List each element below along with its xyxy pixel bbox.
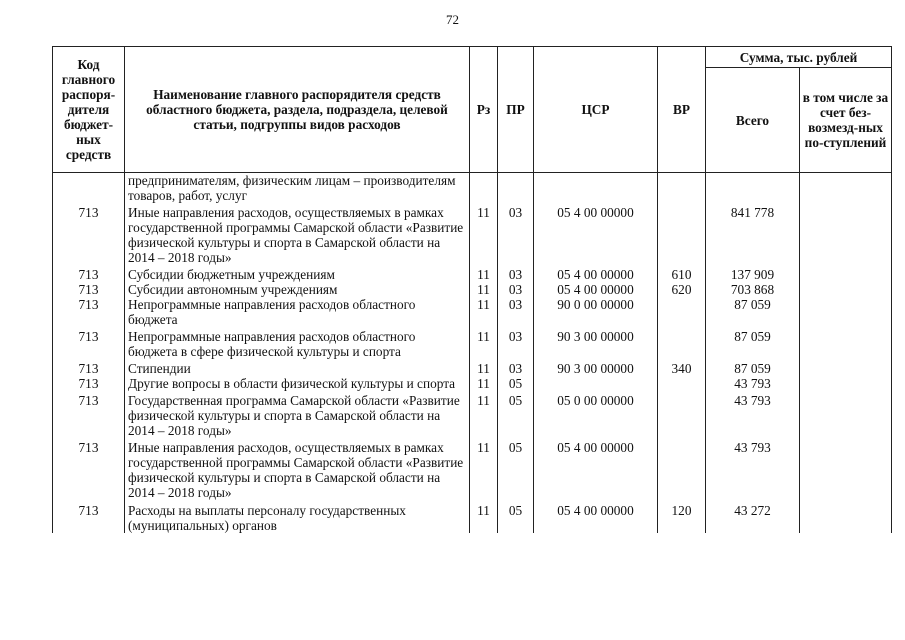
cell-code: 713 (53, 329, 125, 361)
table-row (53, 329, 892, 361)
header-code: Код главного распоря-дителя бюджет-ных средств (53, 47, 125, 173)
cell-free (800, 329, 892, 361)
cell-rz (470, 173, 498, 206)
cell-rz: 11 (470, 376, 498, 393)
cell-vr: 120 (658, 503, 706, 533)
header-vr: ВР (658, 47, 706, 173)
cell-total: 87 059 (706, 297, 800, 329)
cell-total (706, 173, 800, 206)
table-row (53, 393, 892, 440)
cell-vr (658, 173, 706, 206)
cell-rz: 11 (470, 282, 498, 297)
cell-csr: 90 3 00 00000 (534, 329, 658, 361)
cell-csr: 05 0 00 00000 (534, 393, 658, 440)
table-row (53, 205, 892, 267)
table-row (53, 361, 892, 376)
cell-rz: 11 (470, 205, 498, 267)
cell-free (800, 440, 892, 503)
cell-free (800, 393, 892, 440)
cell-pr: 05 (498, 393, 534, 440)
cell-rz: 11 (470, 393, 498, 440)
cell-vr (658, 297, 706, 329)
cell-total: 43 272 (706, 503, 800, 533)
cell-code: 713 (53, 297, 125, 329)
cell-total: 43 793 (706, 376, 800, 393)
cell-vr (658, 376, 706, 393)
cell-code: 713 (53, 205, 125, 267)
cell-vr (658, 205, 706, 267)
cell-code: 713 (53, 267, 125, 282)
cell-name: предпринимателям, физическим лицам – производителям товаров, работ, услуг (125, 173, 470, 206)
cell-free (800, 267, 892, 282)
cell-csr: 90 0 00 00000 (534, 297, 658, 329)
header-free: в том числе за счет без-возмезд-ных по-ступлений (800, 68, 892, 173)
cell-code: 713 (53, 440, 125, 503)
cell-pr: 05 (498, 503, 534, 533)
cell-pr: 05 (498, 376, 534, 393)
cell-total: 43 793 (706, 393, 800, 440)
page-number: 72 (446, 12, 459, 27)
cell-rz: 11 (470, 361, 498, 376)
cell-total: 703 868 (706, 282, 800, 297)
header-sum: Сумма, тыс. рублей (706, 47, 892, 68)
cell-name: Непрограммные направления расходов областного бюджета в сфере физической культуры и спорта (125, 329, 470, 361)
cell-pr: 03 (498, 282, 534, 297)
cell-code: 713 (53, 361, 125, 376)
cell-total: 137 909 (706, 267, 800, 282)
header-rz: Рз (470, 47, 498, 173)
cell-name: Расходы на выплаты персоналу государственных (муниципальных) органов (125, 503, 470, 533)
cell-csr (534, 173, 658, 206)
cell-vr: 620 (658, 282, 706, 297)
cell-total: 87 059 (706, 329, 800, 361)
cell-free (800, 297, 892, 329)
cell-total: 87 059 (706, 361, 800, 376)
cell-total: 43 793 (706, 440, 800, 503)
table-row (53, 282, 892, 297)
header-pr: ПР (498, 47, 534, 173)
cell-name: Непрограммные направления расходов областного бюджета (125, 297, 470, 329)
cell-pr: 03 (498, 267, 534, 282)
cell-vr: 340 (658, 361, 706, 376)
cell-code: 713 (53, 503, 125, 533)
cell-rz: 11 (470, 503, 498, 533)
cell-pr: 03 (498, 297, 534, 329)
cell-name: Иные направления расходов, осуществляемых в рамках государственной программы Самарской области «Развитие физической культуры и спорта в Самарской области на 2014 – 2018 годы» (125, 205, 470, 267)
cell-code: 713 (53, 282, 125, 297)
header-total: Всего (706, 68, 800, 173)
cell-pr: 03 (498, 361, 534, 376)
cell-name: Субсидии автономным учреждениям (125, 282, 470, 297)
header-csr: ЦСР (534, 47, 658, 173)
cell-name: Государственная программа Самарской области «Развитие физической культуры и спорта в Самарской области на 2014 – 2018 годы» (125, 393, 470, 440)
cell-csr: 05 4 00 00000 (534, 267, 658, 282)
cell-csr: 05 4 00 00000 (534, 282, 658, 297)
table-body (53, 173, 892, 534)
cell-name: Другие вопросы в области физической культуры и спорта (125, 376, 470, 393)
budget-table (52, 46, 892, 533)
table-header (53, 47, 892, 173)
cell-pr: 03 (498, 205, 534, 267)
cell-free (800, 282, 892, 297)
cell-code (53, 173, 125, 206)
cell-rz: 11 (470, 329, 498, 361)
cell-free (800, 376, 892, 393)
cell-free (800, 361, 892, 376)
cell-free (800, 173, 892, 206)
cell-csr: 05 4 00 00000 (534, 205, 658, 267)
table-row (53, 297, 892, 329)
table-row (53, 376, 892, 393)
cell-pr: 05 (498, 440, 534, 503)
table-row (53, 440, 892, 503)
table-row (53, 503, 892, 533)
cell-vr (658, 440, 706, 503)
cell-pr (498, 173, 534, 206)
cell-csr: 05 4 00 00000 (534, 503, 658, 533)
table-row (53, 173, 892, 206)
cell-name: Стипендии (125, 361, 470, 376)
cell-rz: 11 (470, 267, 498, 282)
cell-free (800, 503, 892, 533)
table-row (53, 267, 892, 282)
cell-vr (658, 393, 706, 440)
header-name: Наименование главного распорядителя средств областного бюджета, раздела, подраздела, целевой статьи, подгруппы видов расходов (125, 47, 470, 173)
cell-name: Субсидии бюджетным учреждениям (125, 267, 470, 282)
cell-vr (658, 329, 706, 361)
cell-free (800, 205, 892, 267)
cell-vr: 610 (658, 267, 706, 282)
cell-name: Иные направления расходов, осуществляемых в рамках государственной программы Самарской области «Развитие физической культуры и спорта в Самарской области на 2014 – 2018 годы» (125, 440, 470, 503)
cell-total: 841 778 (706, 205, 800, 267)
cell-pr: 03 (498, 329, 534, 361)
cell-rz: 11 (470, 440, 498, 503)
cell-csr: 90 3 00 00000 (534, 361, 658, 376)
cell-rz: 11 (470, 297, 498, 329)
cell-csr (534, 376, 658, 393)
cell-code: 713 (53, 393, 125, 440)
cell-code: 713 (53, 376, 125, 393)
cell-csr: 05 4 00 00000 (534, 440, 658, 503)
